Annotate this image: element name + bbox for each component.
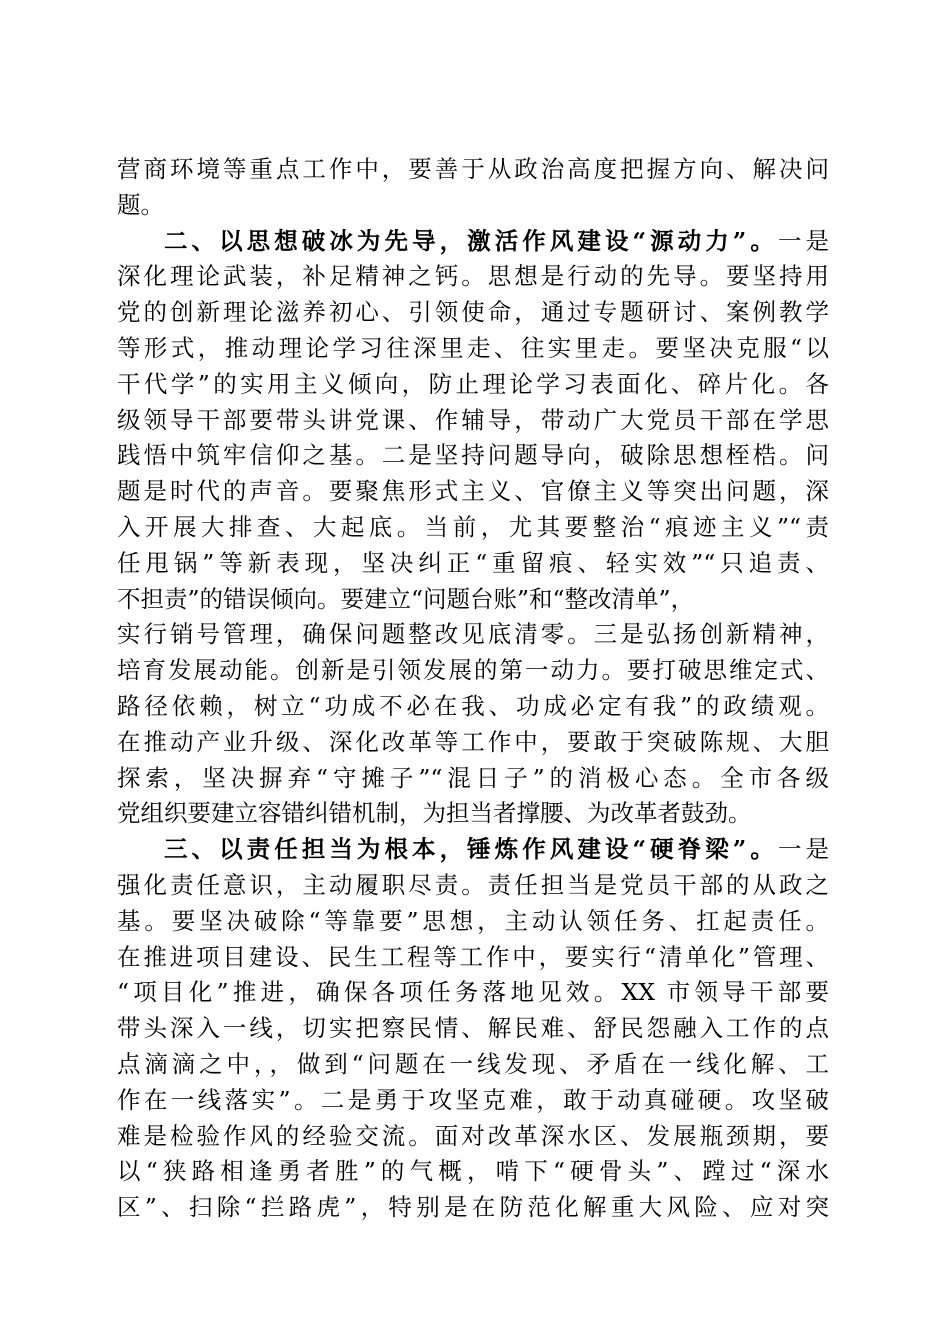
body-line: 级领导干部要带头讲党课、作辅导，带动广大党员干部在学思 [117, 405, 829, 434]
body-line: 点滴滴之中，，做到“问题在一线发现、矛盾在一线化解、工 [117, 1049, 829, 1078]
body-line: 在推进项目建设、民生工程等工作中，要实行“清单化”管理、 [117, 942, 829, 971]
body-line: 党组织要建立容错纠错机制，为担当者撑腰、为改革者鼓劲。 [117, 799, 752, 828]
body-line: 不担责”的错误倾向。要建立“问题台账”和“整改清单”， [117, 584, 695, 613]
body-line: 实行销号管理，确保问题整改见底清零。三是弘扬创新精神， [117, 620, 829, 649]
body-line: 题。 [117, 190, 164, 219]
body-line: 营商环境等重点工作中，要善于从政治高度把握方向、解决问 [117, 155, 829, 183]
section-heading-line: 三、以责任担当为根本，锤炼作风建设“硬脊梁”。一是 [164, 835, 829, 864]
body-line: 题是时代的声音。要聚焦形式主义、官僚主义等突出问题，深 [117, 477, 829, 506]
section-heading: 三、以责任担当为根本，锤炼作风建设“硬脊梁”。 [164, 835, 778, 864]
body-line: 培育发展动能。创新是引领发展的第一动力。要打破思维定式、 [117, 656, 829, 685]
body-line: 入开展大排查、大起底。当前，尤其要整治“痕迹主义”“责 [117, 512, 829, 541]
body-line: 探索，坚决摒弃“守摊子”“混日子”的消极心态。全市各级 [117, 763, 829, 792]
body-line: 作在一线落实”。二是勇于攻坚克难，敢于动真碰硬。攻坚破 [117, 1085, 829, 1114]
document-body [117, 152, 829, 1226]
body-line: 区”、扫除“拦路虎”，特别是在防范化解重大风险、应对突 [117, 1193, 829, 1222]
body-line: 在推动产业升级、深化改革等工作中，要敢于突破陈规、大胆 [117, 727, 829, 756]
body-line: 干代学”的实用主义倾向，防止理论学习表面化、碎片化。各 [117, 369, 829, 398]
body-line: 强化责任意识，主动履职尽责。责任担当是党员干部的从政之 [117, 870, 829, 899]
body-line: 等形式，推动理论学习往深里走、往实里走。要坚决克服“以 [117, 333, 829, 362]
body-line: 路径依赖，树立“功成不必在我、功成必定有我”的政绩观。 [117, 691, 829, 720]
body-line: “项目化”推进，确保各项任务落地见效。XX 市领导干部要 [117, 978, 829, 1007]
body-line: 党的创新理论滋养初心、引领使命，通过专题研讨、案例教学 [117, 298, 829, 327]
body-line: 践悟中筑牢信仰之基。二是坚持问题导向，破除思想桎梏。问 [117, 441, 829, 470]
body-line: 难是检验作风的经验交流。面对改革深水区、发展瓶颈期，要 [117, 1121, 829, 1150]
section-heading-line: 二、以思想破冰为先导，激活作风建设“源动力”。一是 [164, 226, 829, 255]
body-line: 以“狭路相逢勇者胜”的气概，啃下“硬骨头”、蹚过“深水 [117, 1157, 829, 1186]
body-line: 深化理论武装，补足精神之钙。思想是行动的先导。要坚持用 [117, 262, 829, 291]
body-line: 带头深入一线，切实把察民情、解民难、舒民怨融入工作的点 [117, 1014, 829, 1043]
body-line: 基。要坚决破除“等靠要”思想，主动认领任务、扛起责任。 [117, 906, 829, 935]
section-heading: 二、以思想破冰为先导，激活作风建设“源动力”。 [164, 226, 778, 255]
body-line: 任甩锅”等新表现，坚决纠正“重留痕、轻实效”“只追责、 [117, 548, 829, 577]
